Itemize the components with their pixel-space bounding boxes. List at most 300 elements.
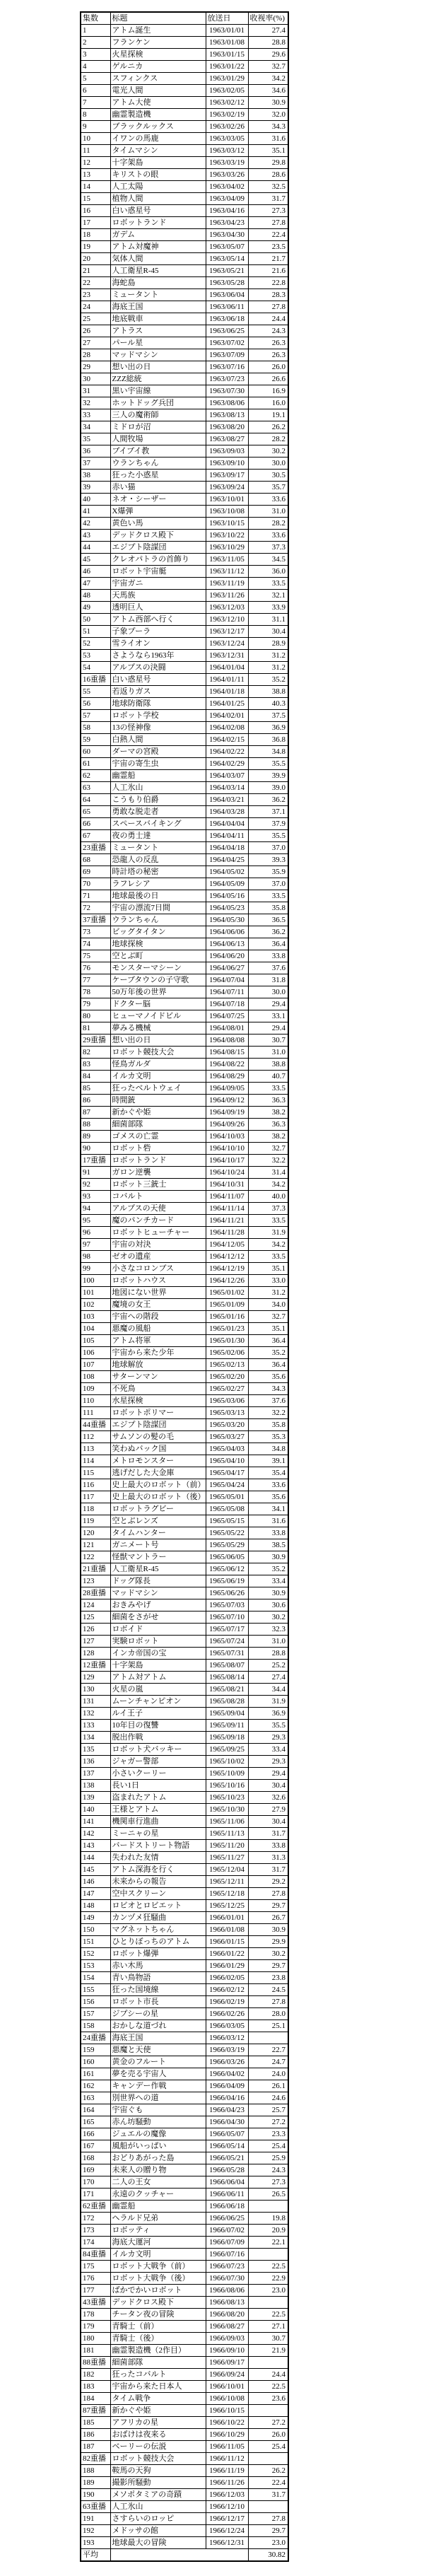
title-cell: 地球解放	[110, 1359, 206, 1371]
table-row	[81, 1479, 288, 1491]
table-row	[81, 1792, 288, 1804]
table-row	[81, 121, 288, 133]
episode-cell: 185	[81, 2417, 110, 2429]
title-cell: 怪獣マントラー	[110, 1551, 206, 1563]
rating-cell: 33.8	[248, 1840, 288, 1852]
rating-cell: 31.0	[248, 1636, 288, 1648]
rating-cell: 23.8	[248, 1972, 288, 1984]
rating-cell: 31.7	[248, 1864, 288, 1876]
table-row	[81, 1022, 288, 1035]
title-cell: マッドマシン	[110, 349, 206, 361]
date-cell: 1966/02/19	[206, 1996, 248, 2008]
title-cell: デッドクロス殿下	[110, 2297, 206, 2309]
table-row	[81, 1095, 288, 1107]
episode-cell: 78	[81, 986, 110, 998]
title-cell: サターンマン	[110, 1371, 206, 1383]
title-cell: 鞍馬の天狗	[110, 2465, 206, 2477]
date-cell: 1963/12/31	[206, 650, 248, 662]
date-cell: 1965/01/09	[206, 1299, 248, 1311]
date-cell: 1964/11/21	[206, 1215, 248, 1227]
table-row	[81, 2489, 288, 2501]
table-row	[81, 1900, 288, 1912]
table-row	[81, 289, 288, 301]
date-cell: 1963/05/21	[206, 265, 248, 277]
rating-cell: 35.7	[248, 482, 288, 494]
table-row	[81, 494, 288, 506]
table-row	[81, 97, 288, 109]
date-cell: 1965/05/29	[206, 1539, 248, 1551]
table-row	[81, 1467, 288, 1479]
table-row	[81, 1263, 288, 1275]
table-row	[81, 397, 288, 409]
table-row	[81, 806, 288, 818]
date-cell: 1964/09/19	[206, 1107, 248, 1119]
title-cell: 恐龍人の反乱	[110, 854, 206, 866]
rating-cell: 34.6	[248, 85, 288, 97]
table-row	[81, 385, 288, 397]
table-row	[81, 2369, 288, 2381]
date-cell: 1965/11/20	[206, 1840, 248, 1852]
date-cell: 1964/08/08	[206, 1035, 248, 1047]
episode-cell: 52	[81, 638, 110, 650]
date-cell: 1966/04/16	[206, 2092, 248, 2104]
date-cell: 1963/02/12	[206, 97, 248, 109]
date-cell: 1963/07/02	[206, 337, 248, 349]
episode-cell: 149	[81, 1912, 110, 1924]
date-cell: 1964/01/04	[206, 662, 248, 674]
table-row	[81, 361, 288, 373]
date-cell: 1964/02/15	[206, 734, 248, 746]
date-cell: 1966/05/21	[206, 2152, 248, 2164]
rating-cell: 35.1	[248, 1263, 288, 1275]
table-row	[81, 1527, 288, 1539]
episode-cell: 16	[81, 205, 110, 217]
title-cell: 撮影所騒動	[110, 2477, 206, 2489]
episode-cell: 153	[81, 1960, 110, 1972]
episode-cell: 82	[81, 1047, 110, 1059]
rating-cell: 16.9	[248, 385, 288, 397]
episode-cell: 55	[81, 686, 110, 698]
date-cell: 1966/09/03	[206, 2333, 248, 2345]
episode-cell: 133	[81, 1720, 110, 1732]
episode-cell: 89	[81, 1131, 110, 1143]
episode-cell: 191	[81, 2513, 110, 2525]
episode-cell: 114	[81, 1455, 110, 1467]
table-row	[81, 1996, 288, 2008]
episode-cell: 123	[81, 1575, 110, 1587]
episode-cell: 29重播	[81, 1035, 110, 1047]
episode-cell: 28重播	[81, 1587, 110, 1599]
table-row	[81, 1624, 288, 1636]
date-cell: 1965/10/23	[206, 1792, 248, 1804]
title-cell: 想い出の日	[110, 1035, 206, 1047]
date-cell: 1964/05/16	[206, 890, 248, 902]
rating-cell: 36.8	[248, 734, 288, 746]
date-cell: 1963/10/15	[206, 518, 248, 530]
date-cell: 1963/04/30	[206, 229, 248, 241]
title-cell: 透明巨人	[110, 602, 206, 614]
episode-cell: 186	[81, 2429, 110, 2441]
table-row	[81, 638, 288, 650]
episode-cell: 75	[81, 950, 110, 962]
title-cell: 若返りガス	[110, 686, 206, 698]
rating-cell: 33.8	[248, 1527, 288, 1539]
title-cell: 植物人間	[110, 193, 206, 205]
title-cell: 狂った小惑星	[110, 470, 206, 482]
date-cell: 1965/02/06	[206, 1347, 248, 1359]
episode-cell: 173	[81, 2225, 110, 2237]
episode-cell: 84重播	[81, 2249, 110, 2261]
title-cell: 王様とアトム	[110, 1804, 206, 1816]
table-row	[81, 445, 288, 457]
title-cell: 10年目の復讐	[110, 1720, 206, 1732]
date-cell: 1966/02/12	[206, 1984, 248, 1996]
episode-cell: 37	[81, 457, 110, 470]
title-cell: 空とぶ町	[110, 950, 206, 962]
date-cell: 1963/04/16	[206, 205, 248, 217]
title-cell: モンスターマシーン	[110, 962, 206, 974]
date-cell: 1965/06/26	[206, 1587, 248, 1599]
episode-cell: 2	[81, 37, 110, 49]
table-row	[81, 1371, 288, 1383]
title-cell: 新かぐや姫	[110, 1107, 206, 1119]
episode-cell: 162	[81, 2080, 110, 2092]
title-cell: ZZZ総統	[110, 373, 206, 385]
episode-cell: 19	[81, 241, 110, 253]
rating-cell: 29.9	[248, 1936, 288, 1948]
table-row	[81, 2477, 288, 2489]
title-cell: おどりあがった島	[110, 2152, 206, 2164]
rating-cell: 34.2	[248, 1179, 288, 1191]
title-cell: デッドクロス殿下	[110, 530, 206, 542]
date-cell: 1966/10/29	[206, 2429, 248, 2441]
rating-cell: 21.9	[248, 2345, 288, 2357]
episode-cell: 150	[81, 1924, 110, 1936]
rating-cell: 24.3	[248, 2164, 288, 2176]
title-cell: メトロモンスター	[110, 1455, 206, 1467]
episode-cell: 138	[81, 1780, 110, 1792]
episode-cell: 112	[81, 1431, 110, 1443]
date-cell: 1965/11/27	[206, 1852, 248, 1864]
episode-cell: 77	[81, 974, 110, 986]
rating-cell: 34.5	[248, 554, 288, 566]
table-row	[81, 878, 288, 890]
episode-cell: 115	[81, 1467, 110, 1479]
episode-cell: 58	[81, 722, 110, 734]
episode-cell: 144	[81, 1852, 110, 1864]
date-cell: 1963/11/19	[206, 578, 248, 590]
table-row	[81, 1587, 288, 1599]
date-cell: 1966/07/16	[206, 2249, 248, 2261]
date-cell: 1963/11/26	[206, 590, 248, 602]
episode-cell: 33	[81, 409, 110, 421]
table-row	[81, 1131, 288, 1143]
table-row	[81, 1599, 288, 1612]
episode-cell: 74	[81, 938, 110, 950]
episode-cell: 132	[81, 1708, 110, 1720]
episode-cell: 164	[81, 2104, 110, 2116]
date-cell: 1963/06/04	[206, 289, 248, 301]
episode-cell: 137	[81, 1768, 110, 1780]
rating-cell: 21.7	[248, 253, 288, 265]
table-row	[81, 794, 288, 806]
table-row	[81, 1167, 288, 1179]
title-cell: 人工衛星R-45	[110, 265, 206, 277]
table-row	[81, 1708, 288, 1720]
episode-cell: 145	[81, 1864, 110, 1876]
rating-cell: 31.2	[248, 650, 288, 662]
rating-cell: 27.8	[248, 301, 288, 313]
title-cell: 宇宙の対決	[110, 1239, 206, 1251]
episode-cell: 4	[81, 61, 110, 73]
rating-cell: 28.6	[248, 169, 288, 181]
episode-cell: 80	[81, 1010, 110, 1022]
rating-cell: 31.2	[248, 1287, 288, 1299]
table-row	[81, 2273, 288, 2285]
episode-cell: 105	[81, 1335, 110, 1347]
title-cell: 幽霊製造機	[110, 109, 206, 121]
title-cell: 幽霊船	[110, 770, 206, 782]
episode-cell: 159	[81, 2044, 110, 2056]
rating-cell: 36.0	[248, 566, 288, 578]
episode-cell: 24重播	[81, 2032, 110, 2044]
date-cell: 1965/03/20	[206, 1419, 248, 1431]
episode-cell: 109	[81, 1383, 110, 1395]
date-cell: 1966/09/24	[206, 2369, 248, 2381]
rating-cell: 37.6	[248, 962, 288, 974]
average-value: 30.82	[248, 2549, 288, 2562]
table-row	[81, 866, 288, 878]
title-cell: 魔のパンチカード	[110, 1215, 206, 1227]
episode-cell: 163	[81, 2092, 110, 2104]
date-cell: 1966/11/12	[206, 2453, 248, 2465]
table-row	[81, 1443, 288, 1455]
date-cell: 1963/02/05	[206, 85, 248, 97]
date-cell: 1964/09/05	[206, 1083, 248, 1095]
title-cell: タイムマシン	[110, 145, 206, 157]
table-row	[81, 241, 288, 253]
title-cell: 海底王国	[110, 301, 206, 313]
rating-cell: 35.5	[248, 830, 288, 842]
rating-cell: 35.3	[248, 1431, 288, 1443]
date-cell: 1965/12/18	[206, 1888, 248, 1900]
table-row	[81, 1059, 288, 1071]
table-row	[81, 926, 288, 938]
rating-cell: 24.5	[248, 1984, 288, 1996]
date-cell: 1966/05/07	[206, 2128, 248, 2140]
date-cell: 1964/01/18	[206, 686, 248, 698]
title-cell: チータン夜の冒険	[110, 2309, 206, 2321]
table-row	[81, 421, 288, 433]
title-cell: サムソンの髪の毛	[110, 1431, 206, 1443]
rating-cell: 37.6	[248, 1395, 288, 1407]
date-cell: 1965/12/11	[206, 1876, 248, 1888]
date-cell: 1963/04/23	[206, 217, 248, 229]
title-cell: 悪魔の風船	[110, 1323, 206, 1335]
episode-cell: 179	[81, 2321, 110, 2333]
table-row	[81, 193, 288, 205]
title-cell: 人工氷山	[110, 2501, 206, 2513]
date-cell: 1964/12/19	[206, 1263, 248, 1275]
rating-cell: 32.3	[248, 1624, 288, 1636]
table-row	[81, 1828, 288, 1840]
episode-cell: 90	[81, 1143, 110, 1155]
episode-cell: 76	[81, 962, 110, 974]
episode-cell: 135	[81, 1744, 110, 1756]
episode-cell: 49	[81, 602, 110, 614]
table-row	[81, 1960, 288, 1972]
rating-cell: 36.9	[248, 722, 288, 734]
episode-cell: 38	[81, 470, 110, 482]
table-row	[81, 2128, 288, 2140]
rating-cell: 32.2	[248, 1407, 288, 1419]
rating-cell: 34.4	[248, 1684, 288, 1696]
table-row	[81, 1636, 288, 1648]
episode-cell: 188	[81, 2465, 110, 2477]
table-row	[81, 890, 288, 902]
table-row	[81, 782, 288, 794]
date-cell: 1964/07/11	[206, 986, 248, 998]
title-cell: 火星の嵐	[110, 1684, 206, 1696]
date-cell: 1966/04/30	[206, 2116, 248, 2128]
episode-cell: 113	[81, 1443, 110, 1455]
table-row	[81, 61, 288, 73]
table-row	[81, 2285, 288, 2297]
rating-cell: 37.0	[248, 878, 288, 890]
date-cell: 1963/03/12	[206, 145, 248, 157]
table-row	[81, 2441, 288, 2453]
table-row	[81, 109, 288, 121]
rating-cell: 22.7	[248, 2044, 288, 2056]
date-cell: 1963/08/20	[206, 421, 248, 433]
rating-cell: 26.1	[248, 2080, 288, 2092]
table-row	[81, 1864, 288, 1876]
rating-cell	[248, 2032, 288, 2044]
episode-cell: 103	[81, 1311, 110, 1323]
date-cell: 1965/11/13	[206, 1828, 248, 1840]
episode-cell: 171	[81, 2189, 110, 2201]
title-cell: 狂ったベルトウェイ	[110, 1083, 206, 1095]
title-cell: 白熱人間	[110, 734, 206, 746]
rating-cell: 22.9	[248, 2273, 288, 2285]
rating-cell: 33.5	[248, 890, 288, 902]
title-cell: 13の怪神像	[110, 722, 206, 734]
rating-cell: 37.1	[248, 806, 288, 818]
date-cell: 1964/06/20	[206, 950, 248, 962]
rating-cell: 26.3	[248, 349, 288, 361]
episode-cell: 146	[81, 1876, 110, 1888]
rating-cell: 27.9	[248, 1804, 288, 1816]
table-row	[81, 1419, 288, 1431]
table-row	[81, 1852, 288, 1864]
date-cell: 1965/10/09	[206, 1768, 248, 1780]
title-cell: 50万年後の世界	[110, 986, 206, 998]
episode-cell: 158	[81, 2020, 110, 2032]
title-cell: アトム深海を行く	[110, 1864, 206, 1876]
table-row	[81, 1816, 288, 1828]
title-cell: プイプイ教	[110, 445, 206, 457]
date-cell: 1963/07/30	[206, 385, 248, 397]
title-cell: ミュータント	[110, 842, 206, 854]
episode-cell: 87重播	[81, 2405, 110, 2417]
title-cell: 雪ライオン	[110, 638, 206, 650]
title-cell: 宇宙から来た日本人	[110, 2381, 206, 2393]
title-cell: 青騎士（後）	[110, 2333, 206, 2345]
title-cell: 不死鳥	[110, 1383, 206, 1395]
title-cell: 三人の魔術師	[110, 409, 206, 421]
rating-cell: 27.2	[248, 2116, 288, 2128]
episode-cell: 180	[81, 2333, 110, 2345]
episode-cell: 148	[81, 1900, 110, 1912]
date-cell: 1963/07/09	[206, 349, 248, 361]
date-cell: 1966/01/01	[206, 1912, 248, 1924]
date-cell: 1965/06/05	[206, 1551, 248, 1563]
title-cell: 実験ロボット	[110, 1636, 206, 1648]
episode-cell: 54	[81, 662, 110, 674]
date-cell: 1963/12/24	[206, 638, 248, 650]
rating-cell: 31.4	[248, 1167, 288, 1179]
title-cell: ウランちゃん	[110, 457, 206, 470]
episode-cell: 143	[81, 1840, 110, 1852]
title-cell: おばけは夜来る	[110, 2429, 206, 2441]
date-cell: 1963/11/12	[206, 566, 248, 578]
table-row	[81, 1744, 288, 1756]
rating-cell: 31.2	[248, 662, 288, 674]
table-row	[81, 49, 288, 61]
rating-cell: 27.8	[248, 1888, 288, 1900]
date-cell: 1964/05/23	[206, 902, 248, 914]
rating-cell: 36.2	[248, 926, 288, 938]
table-row	[81, 2092, 288, 2104]
table-row	[81, 518, 288, 530]
table-row	[81, 2261, 288, 2273]
date-cell: 1965/05/08	[206, 1503, 248, 1515]
episode-cell: 92	[81, 1179, 110, 1191]
episode-cell: 130	[81, 1684, 110, 1696]
title-cell: おかしな道づれ	[110, 2020, 206, 2032]
table-row	[81, 2068, 288, 2080]
table-row	[81, 1804, 288, 1816]
date-cell: 1963/02/19	[206, 109, 248, 121]
title-cell: キャンデー作戦	[110, 2080, 206, 2092]
rating-cell: 33.4	[248, 1744, 288, 1756]
rating-cell: 35.1	[248, 145, 288, 157]
episode-cell: 190	[81, 2489, 110, 2501]
table-row	[81, 2237, 288, 2249]
table-row	[81, 1143, 288, 1155]
table-row	[81, 373, 288, 385]
date-cell: 1966/03/26	[206, 2056, 248, 2068]
table-row	[81, 1407, 288, 1419]
title-cell: 気体人間	[110, 253, 206, 265]
episode-cell: 139	[81, 1792, 110, 1804]
table-row	[81, 710, 288, 722]
episode-cell: 88	[81, 1119, 110, 1131]
episode-cell: 182	[81, 2369, 110, 2381]
title-cell: X爆弾	[110, 506, 206, 518]
date-cell: 1963/12/10	[206, 614, 248, 626]
table-row	[81, 1888, 288, 1900]
table-row	[81, 818, 288, 830]
title-cell: 空中スクリーン	[110, 1888, 206, 1900]
table-row	[81, 2381, 288, 2393]
episode-cell: 95	[81, 1215, 110, 1227]
title-cell: ドクター脳	[110, 998, 206, 1010]
average-spacer	[110, 2549, 248, 2562]
title-cell: ベーリーの伝説	[110, 2441, 206, 2453]
title-cell: 宇宙ぐも	[110, 2104, 206, 2116]
table-row	[81, 1780, 288, 1792]
